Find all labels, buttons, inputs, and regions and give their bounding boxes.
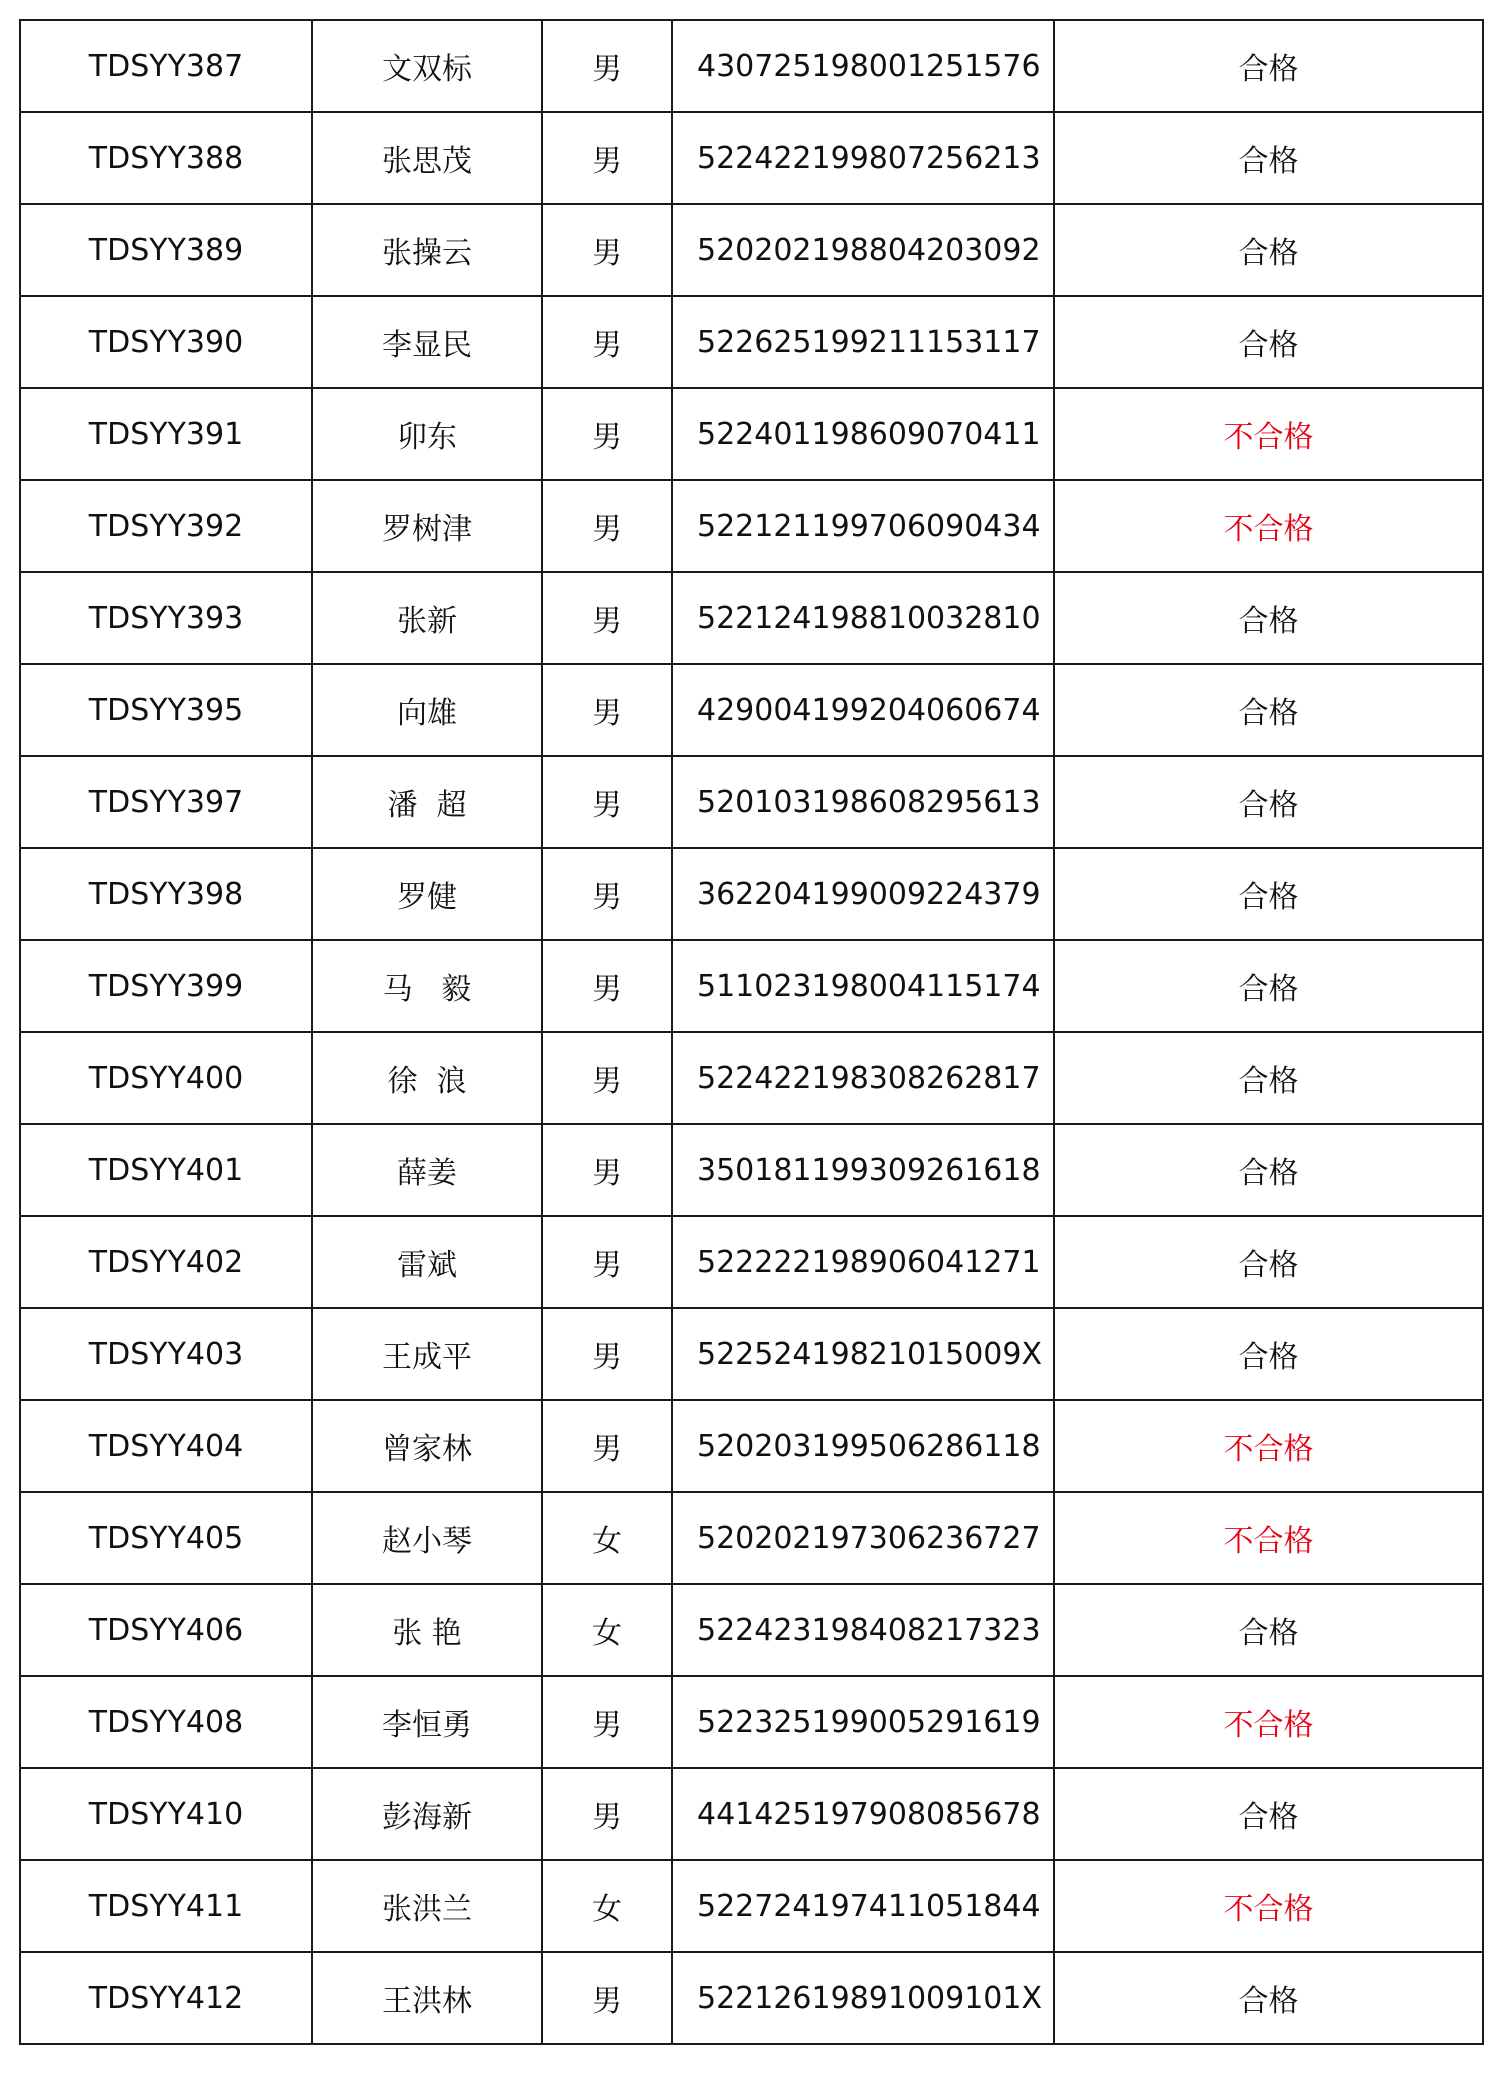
candidate-name-cell: 张洪兰 (312, 1860, 542, 1952)
result-cell: 合格 (1054, 296, 1483, 388)
table-row (20, 664, 1483, 756)
candidate-name-cell: 潘 超 (312, 756, 542, 848)
result-cell: 合格 (1054, 1124, 1483, 1216)
candidate-name-cell: 薛姜 (312, 1124, 542, 1216)
gender-cell: 男 (542, 20, 672, 112)
candidate-name-cell: 罗健 (312, 848, 542, 940)
table-row (20, 1952, 1483, 2044)
candidate-name-cell: 王洪林 (312, 1952, 542, 2044)
result-cell: 不合格 (1054, 1860, 1483, 1952)
candidate-code-cell: TDSYY402 (20, 1216, 312, 1308)
candidate-code-cell: TDSYY390 (20, 296, 312, 388)
gender-cell: 男 (542, 1952, 672, 2044)
id-number-cell: 522422199807256213 (672, 112, 1054, 204)
candidate-name-cell: 张思茂 (312, 112, 542, 204)
id-number-cell: 520202197306236727 (672, 1492, 1054, 1584)
table-row (20, 1124, 1483, 1216)
candidate-name-cell: 徐 浪 (312, 1032, 542, 1124)
candidate-code-cell: TDSYY408 (20, 1676, 312, 1768)
id-number-cell: 522422198308262817 (672, 1032, 1054, 1124)
id-number-cell: 430725198001251576 (672, 20, 1054, 112)
result-cell: 合格 (1054, 940, 1483, 1032)
gender-cell: 男 (542, 940, 672, 1032)
id-number-cell: 522325199005291619 (672, 1676, 1054, 1768)
candidate-code-cell: TDSYY392 (20, 480, 312, 572)
table-row (20, 848, 1483, 940)
table-row (20, 20, 1483, 112)
gender-cell: 男 (542, 204, 672, 296)
gender-cell: 男 (542, 664, 672, 756)
table-row (20, 388, 1483, 480)
gender-cell: 男 (542, 1676, 672, 1768)
result-cell: 不合格 (1054, 1492, 1483, 1584)
candidate-name-cell: 张新 (312, 572, 542, 664)
id-number-cell: 362204199009224379 (672, 848, 1054, 940)
candidate-code-cell: TDSYY389 (20, 204, 312, 296)
table-row (20, 756, 1483, 848)
gender-cell: 男 (542, 1768, 672, 1860)
id-number-cell: 511023198004115174 (672, 940, 1054, 1032)
gender-cell: 男 (542, 1124, 672, 1216)
result-cell: 合格 (1054, 1032, 1483, 1124)
result-cell: 不合格 (1054, 1676, 1483, 1768)
id-number-cell: 429004199204060674 (672, 664, 1054, 756)
gender-cell: 女 (542, 1492, 672, 1584)
gender-cell: 女 (542, 1860, 672, 1952)
gender-cell: 男 (542, 1308, 672, 1400)
table-row (20, 1308, 1483, 1400)
candidate-name-cell: 张 艳 (312, 1584, 542, 1676)
candidate-code-cell: TDSYY403 (20, 1308, 312, 1400)
candidate-code-cell: TDSYY401 (20, 1124, 312, 1216)
candidate-name-cell: 李恒勇 (312, 1676, 542, 1768)
result-cell: 合格 (1054, 1308, 1483, 1400)
gender-cell: 男 (542, 1216, 672, 1308)
candidate-name-cell: 李显民 (312, 296, 542, 388)
candidate-code-cell: TDSYY391 (20, 388, 312, 480)
results-table-body (20, 20, 1483, 2044)
candidate-code-cell: TDSYY397 (20, 756, 312, 848)
id-number-cell: 52252419821015009X (672, 1308, 1054, 1400)
candidate-name-cell: 赵小琴 (312, 1492, 542, 1584)
result-cell: 合格 (1054, 1584, 1483, 1676)
result-cell: 合格 (1054, 664, 1483, 756)
candidate-code-cell: TDSYY400 (20, 1032, 312, 1124)
table-row (20, 1584, 1483, 1676)
candidate-code-cell: TDSYY411 (20, 1860, 312, 1952)
table-row (20, 940, 1483, 1032)
result-cell: 合格 (1054, 204, 1483, 296)
id-number-cell: 520202198804203092 (672, 204, 1054, 296)
id-number-cell: 350181199309261618 (672, 1124, 1054, 1216)
gender-cell: 女 (542, 1584, 672, 1676)
id-number-cell: 520203199506286118 (672, 1400, 1054, 1492)
gender-cell: 男 (542, 1032, 672, 1124)
candidate-name-cell: 王成平 (312, 1308, 542, 1400)
table-row (20, 1676, 1483, 1768)
candidate-code-cell: TDSYY398 (20, 848, 312, 940)
candidate-code-cell: TDSYY395 (20, 664, 312, 756)
gender-cell: 男 (542, 1400, 672, 1492)
candidate-code-cell: TDSYY405 (20, 1492, 312, 1584)
candidate-name-cell: 向雄 (312, 664, 542, 756)
candidate-code-cell: TDSYY393 (20, 572, 312, 664)
results-table (19, 19, 1484, 2045)
result-cell: 合格 (1054, 572, 1483, 664)
candidate-code-cell: TDSYY410 (20, 1768, 312, 1860)
table-row (20, 296, 1483, 388)
result-cell: 不合格 (1054, 388, 1483, 480)
id-number-cell: 520103198608295613 (672, 756, 1054, 848)
result-cell: 合格 (1054, 20, 1483, 112)
gender-cell: 男 (542, 296, 672, 388)
result-cell: 合格 (1054, 756, 1483, 848)
id-number-cell: 441425197908085678 (672, 1768, 1054, 1860)
candidate-code-cell: TDSYY387 (20, 20, 312, 112)
candidate-name-cell: 罗树津 (312, 480, 542, 572)
table-row (20, 480, 1483, 572)
table-row (20, 204, 1483, 296)
candidate-name-cell: 马 毅 (312, 940, 542, 1032)
result-cell: 合格 (1054, 1952, 1483, 2044)
gender-cell: 男 (542, 388, 672, 480)
candidate-code-cell: TDSYY388 (20, 112, 312, 204)
id-number-cell: 522423198408217323 (672, 1584, 1054, 1676)
table-row (20, 1860, 1483, 1952)
gender-cell: 男 (542, 112, 672, 204)
table-row (20, 1216, 1483, 1308)
table-row (20, 1400, 1483, 1492)
result-cell: 不合格 (1054, 1400, 1483, 1492)
candidate-name-cell: 曾家林 (312, 1400, 542, 1492)
candidate-name-cell: 文双标 (312, 20, 542, 112)
id-number-cell: 522401198609070411 (672, 388, 1054, 480)
id-number-cell: 52212619891009101X (672, 1952, 1054, 2044)
candidate-name-cell: 雷斌 (312, 1216, 542, 1308)
id-number-cell: 522625199211153117 (672, 296, 1054, 388)
id-number-cell: 522121199706090434 (672, 480, 1054, 572)
candidate-name-cell: 卯东 (312, 388, 542, 480)
result-cell: 合格 (1054, 112, 1483, 204)
gender-cell: 男 (542, 480, 672, 572)
candidate-name-cell: 彭海新 (312, 1768, 542, 1860)
gender-cell: 男 (542, 848, 672, 940)
result-cell: 不合格 (1054, 480, 1483, 572)
table-row (20, 1492, 1483, 1584)
table-row (20, 1032, 1483, 1124)
result-cell: 合格 (1054, 848, 1483, 940)
candidate-code-cell: TDSYY404 (20, 1400, 312, 1492)
result-cell: 合格 (1054, 1216, 1483, 1308)
table-row (20, 572, 1483, 664)
id-number-cell: 522222198906041271 (672, 1216, 1054, 1308)
candidate-code-cell: TDSYY406 (20, 1584, 312, 1676)
result-cell: 合格 (1054, 1768, 1483, 1860)
id-number-cell: 522724197411051844 (672, 1860, 1054, 1952)
table-row (20, 1768, 1483, 1860)
candidate-code-cell: TDSYY399 (20, 940, 312, 1032)
candidate-code-cell: TDSYY412 (20, 1952, 312, 2044)
candidate-name-cell: 张操云 (312, 204, 542, 296)
id-number-cell: 522124198810032810 (672, 572, 1054, 664)
table-row (20, 112, 1483, 204)
gender-cell: 男 (542, 572, 672, 664)
gender-cell: 男 (542, 756, 672, 848)
